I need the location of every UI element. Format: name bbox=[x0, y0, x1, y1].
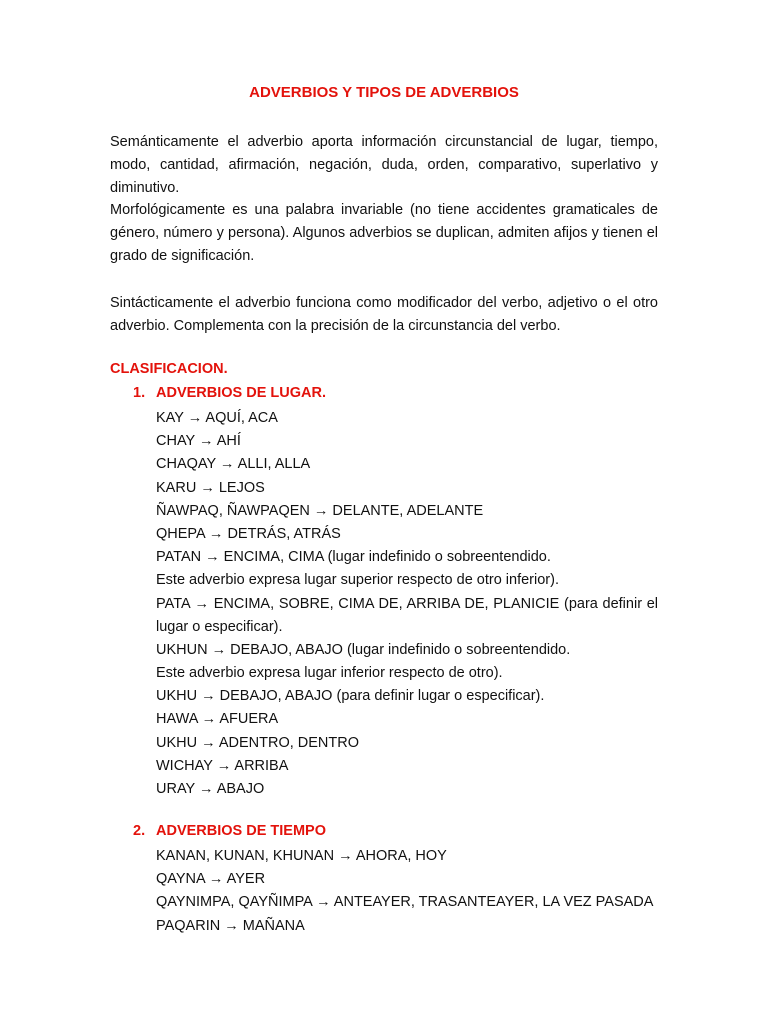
section-title: ADVERBIOS DE LUGAR. bbox=[156, 385, 326, 401]
section-number: 2. bbox=[133, 823, 146, 839]
list-item: Este adverbio expresa lugar inferior respecto de otro). bbox=[156, 665, 503, 682]
list-item: UKHU → ADENTRO, DENTRO bbox=[156, 734, 360, 751]
list-item: ÑAWPAQ, ÑAWPAQEN → DELANTE, ADELANTE bbox=[156, 502, 484, 519]
list-item: UKHUN → DEBAJO, ABAJO (lugar indefinido o sobreentendido. bbox=[156, 641, 571, 658]
list-item: KANAN, KUNAN, KHUNAN → AHORA, HOY bbox=[156, 848, 447, 864]
classification-heading: CLASIFICACION. bbox=[110, 361, 228, 377]
section-title: ADVERBIOS DE TIEMPO bbox=[156, 823, 326, 839]
document-title: ADVERBIOS Y TIPOS DE ADVERBIOS bbox=[249, 84, 519, 101]
list-item: PAQARIN → MAÑANA bbox=[156, 917, 305, 934]
paragraph-morphologic: Morfológicamente es una palabra invariable (no tiene accidentes gramaticales de género, número y persona). Algunos adverbios se duplican, admiten afijos y tienen el grado de significación. bbox=[110, 202, 658, 265]
paragraph-semantic: Semánticamente el adverbio aporta información circunstancial de lugar, tiempo, modo, cantidad, afirmación, negación, duda, orden, comparativo, superlativo y diminutivo. bbox=[110, 134, 658, 197]
list-item: KARU → LEJOS bbox=[156, 479, 265, 496]
list-lugar bbox=[156, 407, 658, 801]
list-tiempo bbox=[156, 845, 658, 938]
list-item: WICHAY → ARRIBA bbox=[156, 757, 289, 774]
section-heading-lugar bbox=[133, 385, 658, 401]
list-item: QAYNIMPA, QAYÑIMPA → ANTEAYER, TRASANTEAYER, LA VEZ PASADA bbox=[156, 894, 654, 911]
section-number: 1. bbox=[133, 385, 146, 401]
section-heading-tiempo bbox=[133, 823, 658, 839]
list-item: QHEPA → DETRÁS, ATRÁS bbox=[156, 525, 341, 542]
list-item: HAWA → AFUERA bbox=[156, 711, 279, 728]
list-item: QAYNA → AYER bbox=[156, 871, 266, 888]
list-item: PATA → ENCIMA, SOBRE, CIMA DE, ARRIBA DE, PLANICIE (para definir el lugar o especificar). bbox=[156, 595, 658, 635]
list-item: PATAN → ENCIMA, CIMA (lugar indefinido o sobreentendido. bbox=[156, 549, 551, 566]
list-item: UKHU → DEBAJO, ABAJO (para definir lugar o especificar). bbox=[156, 688, 545, 705]
list-item: CHAQAY → ALLI, ALLA bbox=[156, 456, 311, 473]
paragraph-syntactic: Sintácticamente el adverbio funciona como modificador del verbo, adjetivo o el otro adverbio. Complementa con la precisión de la circunstancia del verbo. bbox=[110, 295, 658, 335]
list-item: KAY → AQUÍ, ACA bbox=[156, 410, 278, 426]
list-item: Este adverbio expresa lugar superior respecto de otro inferior). bbox=[156, 572, 559, 589]
list-item: URAY → ABAJO bbox=[156, 781, 265, 798]
list-item: CHAY → AHÍ bbox=[156, 433, 241, 450]
